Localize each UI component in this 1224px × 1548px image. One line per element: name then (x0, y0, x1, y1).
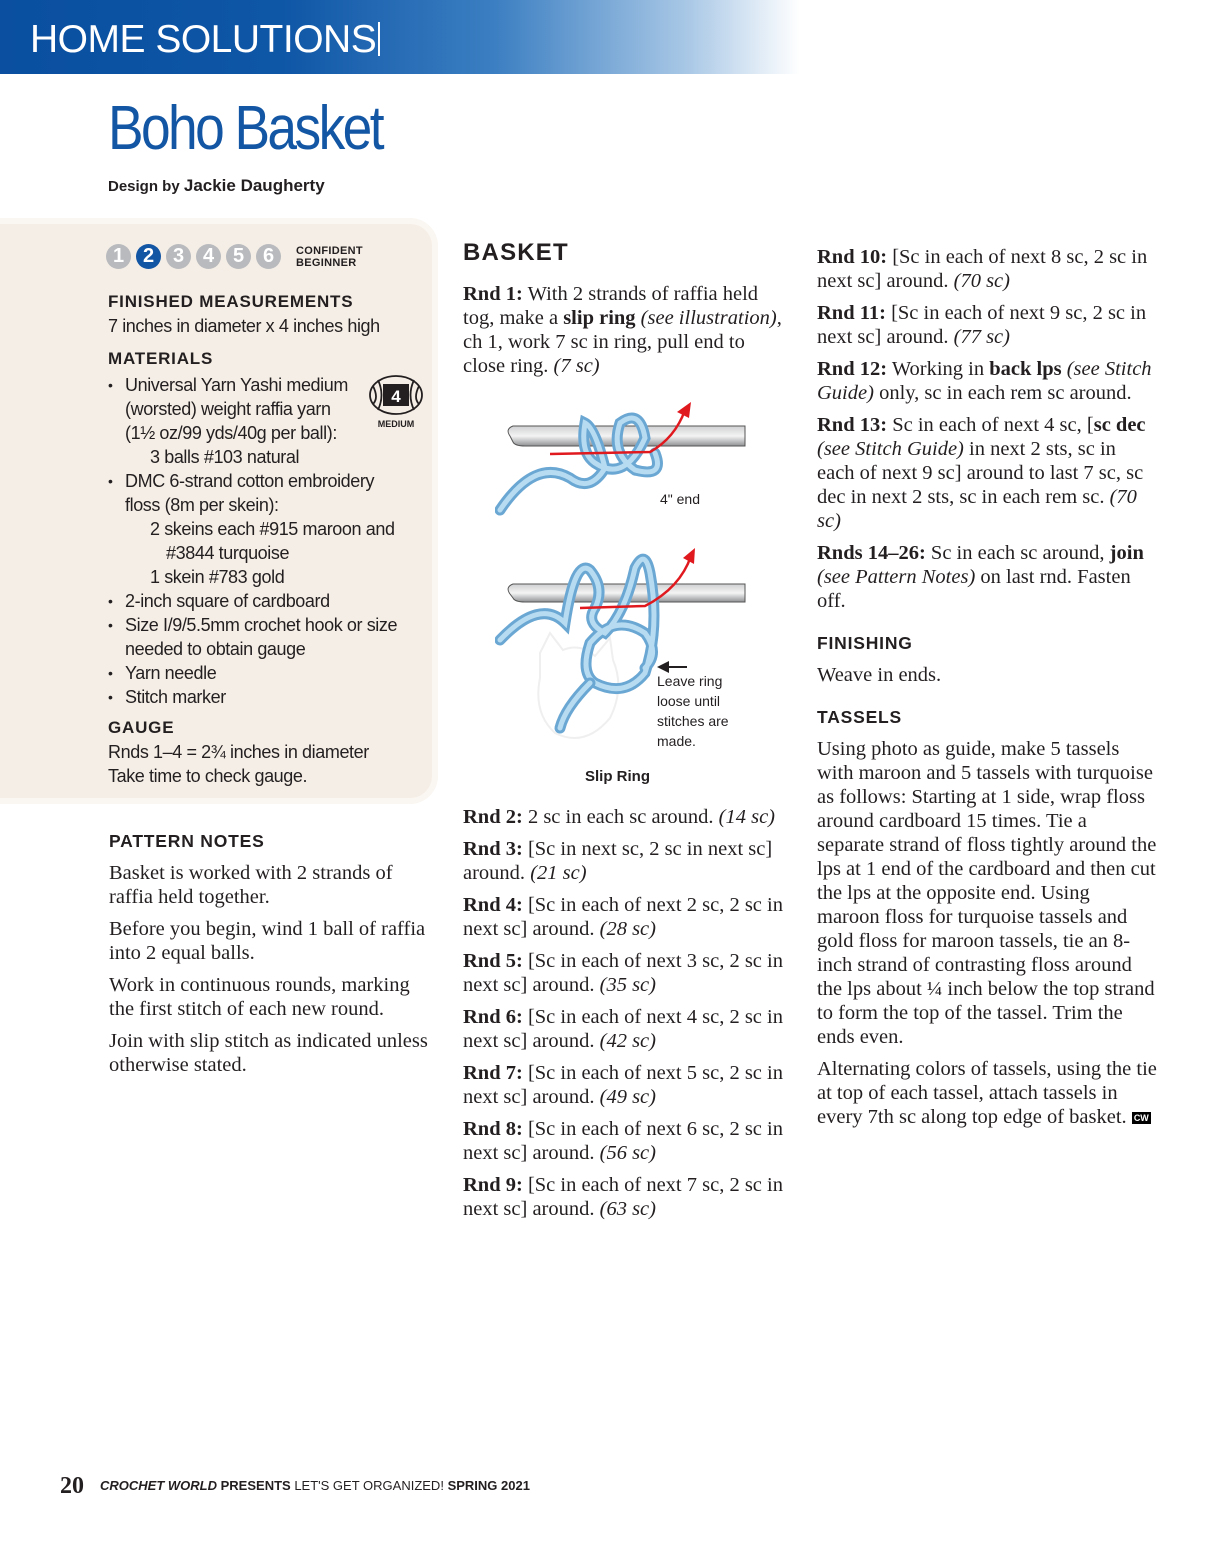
byline: Design by Jackie Daugherty (108, 176, 325, 195)
round: Rnd 10: [Sc in each of next 8 sc, 2 sc in next sc] around. (70 sc) (817, 246, 1148, 292)
pattern-note: Work in continuous rounds, marking the first stitch of each new round. (109, 974, 410, 1020)
round-1: Rnd 1: With 2 strands of raffia held tog, make a slip ring (see illustration), ch 1, work 7 sc in ring, pull end to close ring. (7 sc) (463, 283, 782, 377)
medium-weight-yarn-icon (367, 372, 425, 430)
materials-item: • Stitch marker (108, 685, 423, 709)
end-mark-icon: CW (1133, 1113, 1149, 1123)
pattern-note: Before you begin, wind 1 ball of raffia into 2 equal balls. (109, 918, 426, 964)
page-number: 20 (60, 1473, 84, 1499)
skill-level-6: 6 (256, 244, 281, 269)
round: Rnd 9: [Sc in each of next 7 sc, 2 sc in next sc] around. (63 sc) (463, 1174, 783, 1220)
skill-level-2-active: 2 (136, 244, 161, 269)
round: Rnd 7: [Sc in each of next 5 sc, 2 sc in next sc] around. (49 sc) (463, 1062, 783, 1108)
gauge-line: Rnds 1–4 = 2¾ inches in diameter (108, 742, 369, 762)
materials-item: (worsted) weight raffia yarn (125, 399, 331, 419)
basket-heading: BASKET (463, 239, 569, 266)
materials-item: • Universal Yarn Yashi medium (108, 373, 423, 397)
tassels-heading: TASSELS (817, 707, 903, 727)
page-title: Boho Basket (108, 94, 382, 163)
section-label: HOME SOLUTIONS (30, 20, 380, 59)
materials-item: floss (8m per skein): (125, 495, 279, 515)
round: Rnd 2: 2 sc in each sc around. (14 sc) (463, 806, 775, 828)
slip-ring-diagram (495, 398, 760, 793)
round-12: Rnd 12: Working in back lps (see Stitch Guide) only, sc in each rem sc around. (817, 358, 1152, 404)
materials-item: 3 balls #103 natural (150, 447, 300, 467)
finishing-text: Weave in ends. (817, 664, 942, 686)
gauge-line: Take time to check gauge. (108, 766, 308, 786)
skill-level-label: CONFIDENT BEGINNER (296, 244, 363, 269)
pattern-note: Join with slip stitch as indicated unless otherwise stated. (109, 1030, 428, 1076)
round: Rnd 3: [Sc in next sc, 2 sc in next sc] around. (21 sc) (463, 838, 773, 884)
materials-item: 1 skein #783 gold (150, 567, 285, 587)
finished-measurements (108, 290, 423, 338)
basket-column-right (817, 245, 1157, 1137)
materials-item: needed to obtain gauge (125, 639, 306, 659)
finished-measurements-text: 7 inches in diameter x 4 inches high (108, 316, 380, 336)
rounds-14-26: Rnds 14–26: Sc in each sc around, join (see Pattern Notes) on last rnd. Fasten off. (817, 542, 1144, 612)
tassels-paragraph: Using photo as guide, make 5 tassels with maroon and 5 tassels with turquoise as follows: Starting at 1 side, wrap floss around cardboard 15 times. Tie a separate strand of floss tightly around the lps at 1 end of the cardboard and then cut the lps at the opposite end. Using maroon floss for turquoise tassels and gold floss for maroon tassels, tie an 8-inch strand of contrasting floss around the lps about ¼ inch below the top strand to form the top of the tassel. Trim the ends even. (817, 738, 1157, 1048)
finishing-heading: FINISHING (817, 633, 913, 653)
pattern-notes (109, 829, 439, 1085)
pattern-note: Basket is worked with 2 strands of raffia held together. (109, 862, 393, 908)
yarn-weight-number: 4 (391, 387, 401, 406)
leave-ring-note: Leave ring loose until stitches are made. (657, 673, 729, 749)
skill-level-4: 4 (196, 244, 221, 269)
materials-item: 2 skeins each #915 maroon and (150, 519, 395, 539)
materials-item: • DMC 6-strand cotton embroidery (108, 469, 423, 493)
tassels-paragraph: Alternating colors of tassels, using the tie at top of each tassel, attach tassels in every 7th sc along top edge of basket. CW (817, 1058, 1157, 1128)
skill-level-5: 5 (226, 244, 251, 269)
finished-measurements-heading: FINISHED MEASUREMENTS (108, 292, 354, 311)
round: Rnd 6: [Sc in each of next 4 sc, 2 sc in next sc] around. (42 sc) (463, 1006, 783, 1052)
crochet-hook-top (508, 426, 745, 446)
leave-ring-arrow-icon (657, 661, 687, 673)
gauge-heading: GAUGE (108, 718, 175, 737)
pattern-notes-heading: PATTERN NOTES (109, 831, 265, 851)
page-footer: 20 CROCHET WORLD PRESENTS LET'S GET ORGANIZED! SPRING 2021 (60, 1473, 530, 1499)
basket-column-top (463, 240, 788, 386)
round: Rnd 11: [Sc in each of next 9 sc, 2 sc in next sc] around. (77 sc) (817, 302, 1147, 348)
materials-item: #3844 turquoise (166, 543, 290, 563)
designer-name: Jackie Daugherty (183, 176, 325, 195)
materials-item: (1½ oz/99 yds/40g per ball): (125, 423, 337, 443)
round: Rnd 4: [Sc in each of next 2 sc, 2 sc in next sc] around. (28 sc) (463, 894, 783, 940)
basket-rounds (463, 805, 788, 1229)
materials-item: • 2-inch square of cardboard (108, 589, 423, 613)
materials-item: • Yarn needle (108, 661, 423, 685)
materials-item: • Size I/9/5.5mm crochet hook or size (108, 613, 423, 637)
round: Rnd 8: [Sc in each of next 6 sc, 2 sc in next sc] around. (56 sc) (463, 1118, 783, 1164)
gauge (108, 716, 423, 788)
round: Rnd 5: [Sc in each of next 3 sc, 2 sc in next sc] around. (35 sc) (463, 950, 783, 996)
skill-level-1: 1 (106, 244, 131, 269)
yarn-weight-label: MEDIUM (377, 419, 415, 429)
section-rule (378, 22, 380, 56)
diagram-caption: Slip Ring (585, 768, 650, 785)
diagram-end-label: 4" end (660, 491, 701, 507)
materials-heading: MATERIALS (108, 349, 214, 368)
round-13: Rnd 13: Sc in each of next 4 sc, [sc dec (see Stitch Guide) in next 2 sts, sc in each of next 9 sc] around to last 7 sc, sc dec in next 2 sts, sc in each rem sc. (70 sc) (817, 414, 1146, 532)
skill-level-3: 3 (166, 244, 191, 269)
skill-level (106, 244, 363, 269)
